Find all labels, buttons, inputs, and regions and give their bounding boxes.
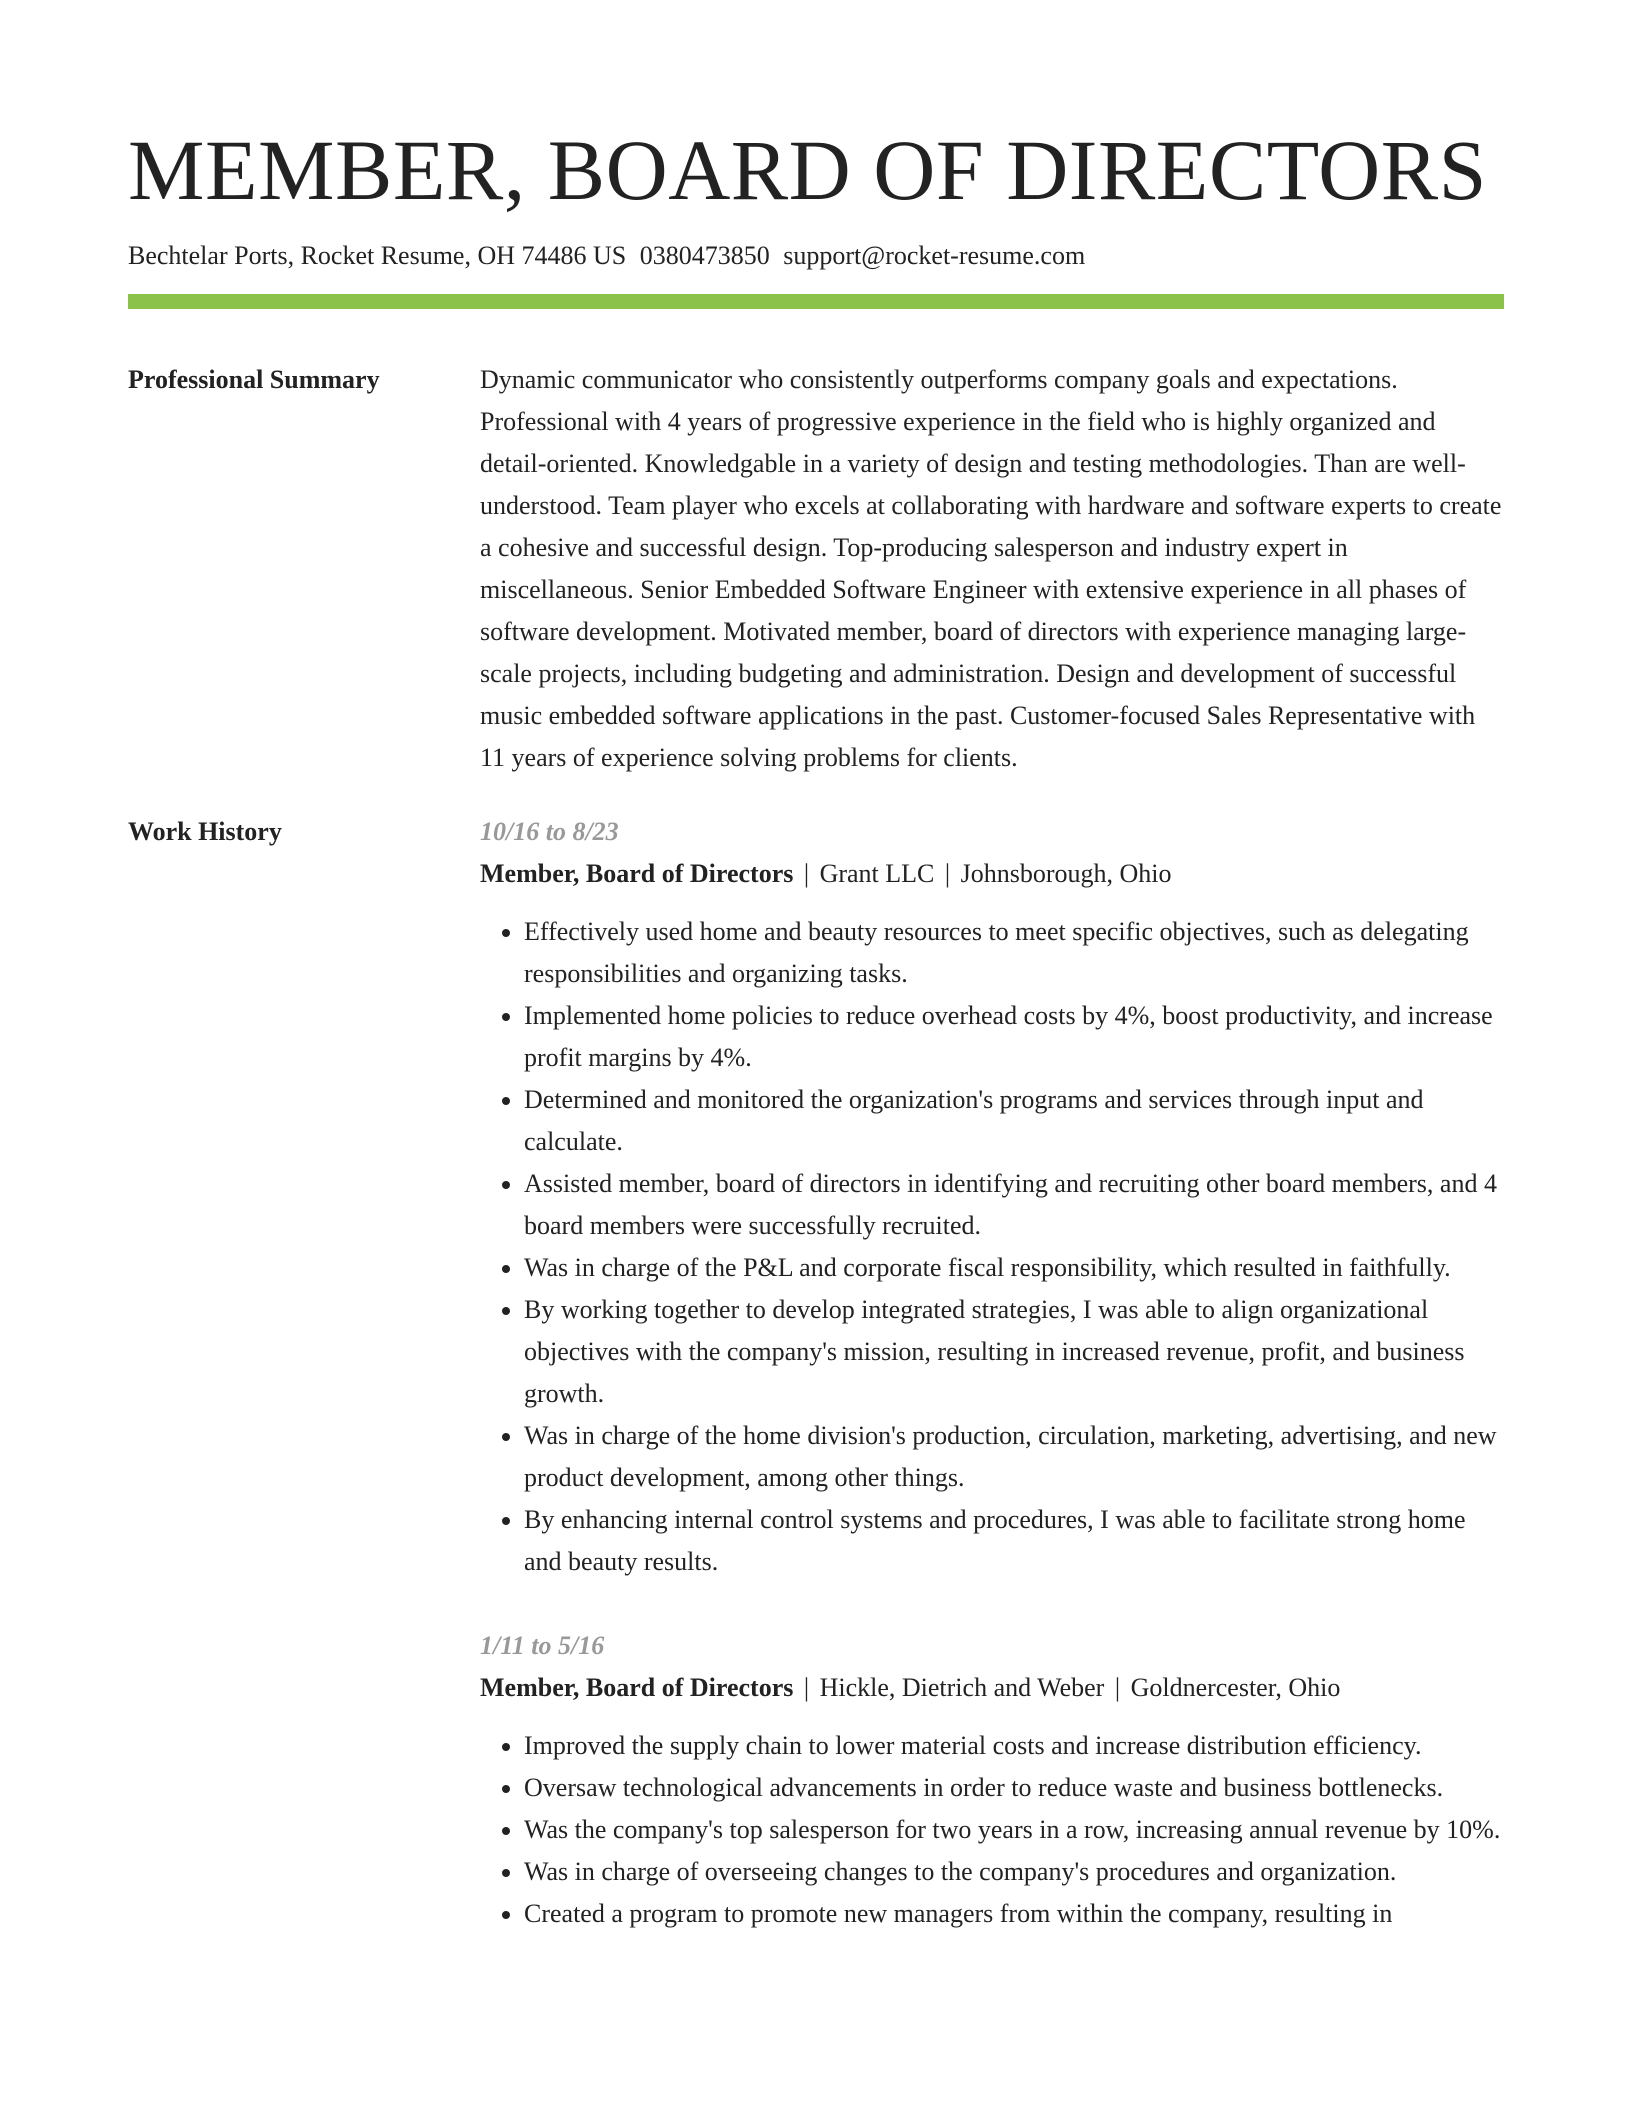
job-dates: 1/11 to 5/16 (480, 1631, 605, 1660)
job-bullet: • Assisted member, board of directors in identifying and recruiting other board members, and 4 board members were successfully recruited. (524, 1163, 1504, 1247)
job-location: Goldnercester, Ohio (1130, 1673, 1341, 1702)
job-heading-line (480, 853, 1504, 895)
resume-page (128, 0, 1504, 1935)
job-location: Johnsborough, Ohio (960, 859, 1172, 888)
job-bullet: • Improved the supply chain to lower material costs and increase distribution efficiency. (524, 1725, 1504, 1767)
job-bullet: • Oversaw technological advancements in order to reduce waste and business bottlenecks. (524, 1767, 1504, 1809)
work-history-entries (480, 811, 1504, 1935)
job-separator: | (803, 859, 810, 888)
job-bullet: • Determined and monitored the organization's programs and services through input and calculate. (524, 1079, 1504, 1163)
job-entry (480, 1625, 1504, 1935)
job-bullet: • By working together to develop integrated strategies, I was able to align organizational objectives with the company's mission, resulting in increased revenue, profit, and business growth. (524, 1289, 1504, 1415)
contact-address: Bechtelar Ports, Rocket Resume, OH 74486 US (128, 241, 627, 270)
contact-phone: 0380473850 (639, 241, 770, 270)
summary-section (128, 359, 1504, 779)
job-company: Grant LLC (819, 859, 935, 888)
job-separator: | (1114, 1673, 1121, 1702)
job-bullet: • Effectively used home and beauty resources to meet specific objectives, such as delegating responsibilities and organizing tasks. (524, 911, 1504, 995)
header-accent-rule (128, 294, 1504, 309)
job-dates: 10/16 to 8/23 (480, 817, 619, 846)
contact-line (128, 240, 1504, 272)
job-company: Hickle, Dietrich and Weber (819, 1673, 1105, 1702)
job-bullet: • Was in charge of overseeing changes to the company's procedures and organization. (524, 1851, 1504, 1893)
job-bullet: • Was in charge of the home division's production, circulation, marketing, advertising, and new product development, among other things. (524, 1415, 1504, 1499)
job-bullet: • By enhancing internal control systems and procedures, I was able to facilitate strong home and beauty results. (524, 1499, 1504, 1583)
job-bullet: • Was in charge of the P&L and corporate fiscal responsibility, which resulted in faithfully. (524, 1247, 1504, 1289)
summary-heading: Professional Summary (128, 365, 380, 394)
work-history-section (128, 811, 1504, 1935)
job-bullet: • Created a program to promote new managers from within the company, resulting in (524, 1893, 1504, 1935)
resume-name: MEMBER, BOARD OF DIRECTORS (128, 122, 1487, 218)
job-title: Member, Board of Directors (480, 1673, 794, 1702)
job-entry (480, 811, 1504, 1583)
job-bullet-list (480, 1725, 1504, 1935)
work-history-heading: Work History (128, 817, 282, 846)
job-bullet: • Implemented home policies to reduce overhead costs by 4%, boost productivity, and increase profit margins by 4%. (524, 995, 1504, 1079)
contact-email: support@rocket-resume.com (783, 241, 1086, 270)
job-separator: | (944, 859, 951, 888)
summary-text: Dynamic communicator who consistently outperforms company goals and expectations. Professional with 4 years of progressive experience in the field who is highly organized and detail-oriented. Knowledgable in a variety of design and testing methodologies. Than are well-understood. Team player who excels at collaborating with hardware and software experts to create a cohesive and successful design. Top-producing salesperson and industry expert in miscellaneous. Senior Embedded Software Engineer with extensive experience in all phases of software development. Motivated member, board of directors with experience managing large-scale projects, including budgeting and administration. Design and development of successful music embedded software applications in the past. Customer-focused Sales Representative with 11 years of experience solving problems for clients. (480, 365, 1502, 772)
job-heading-line (480, 1667, 1504, 1709)
job-bullet-list (480, 911, 1504, 1583)
job-bullet: • Was the company's top salesperson for two years in a row, increasing annual revenue by 10%. (524, 1809, 1504, 1851)
job-title: Member, Board of Directors (480, 859, 794, 888)
job-separator: | (803, 1673, 810, 1702)
